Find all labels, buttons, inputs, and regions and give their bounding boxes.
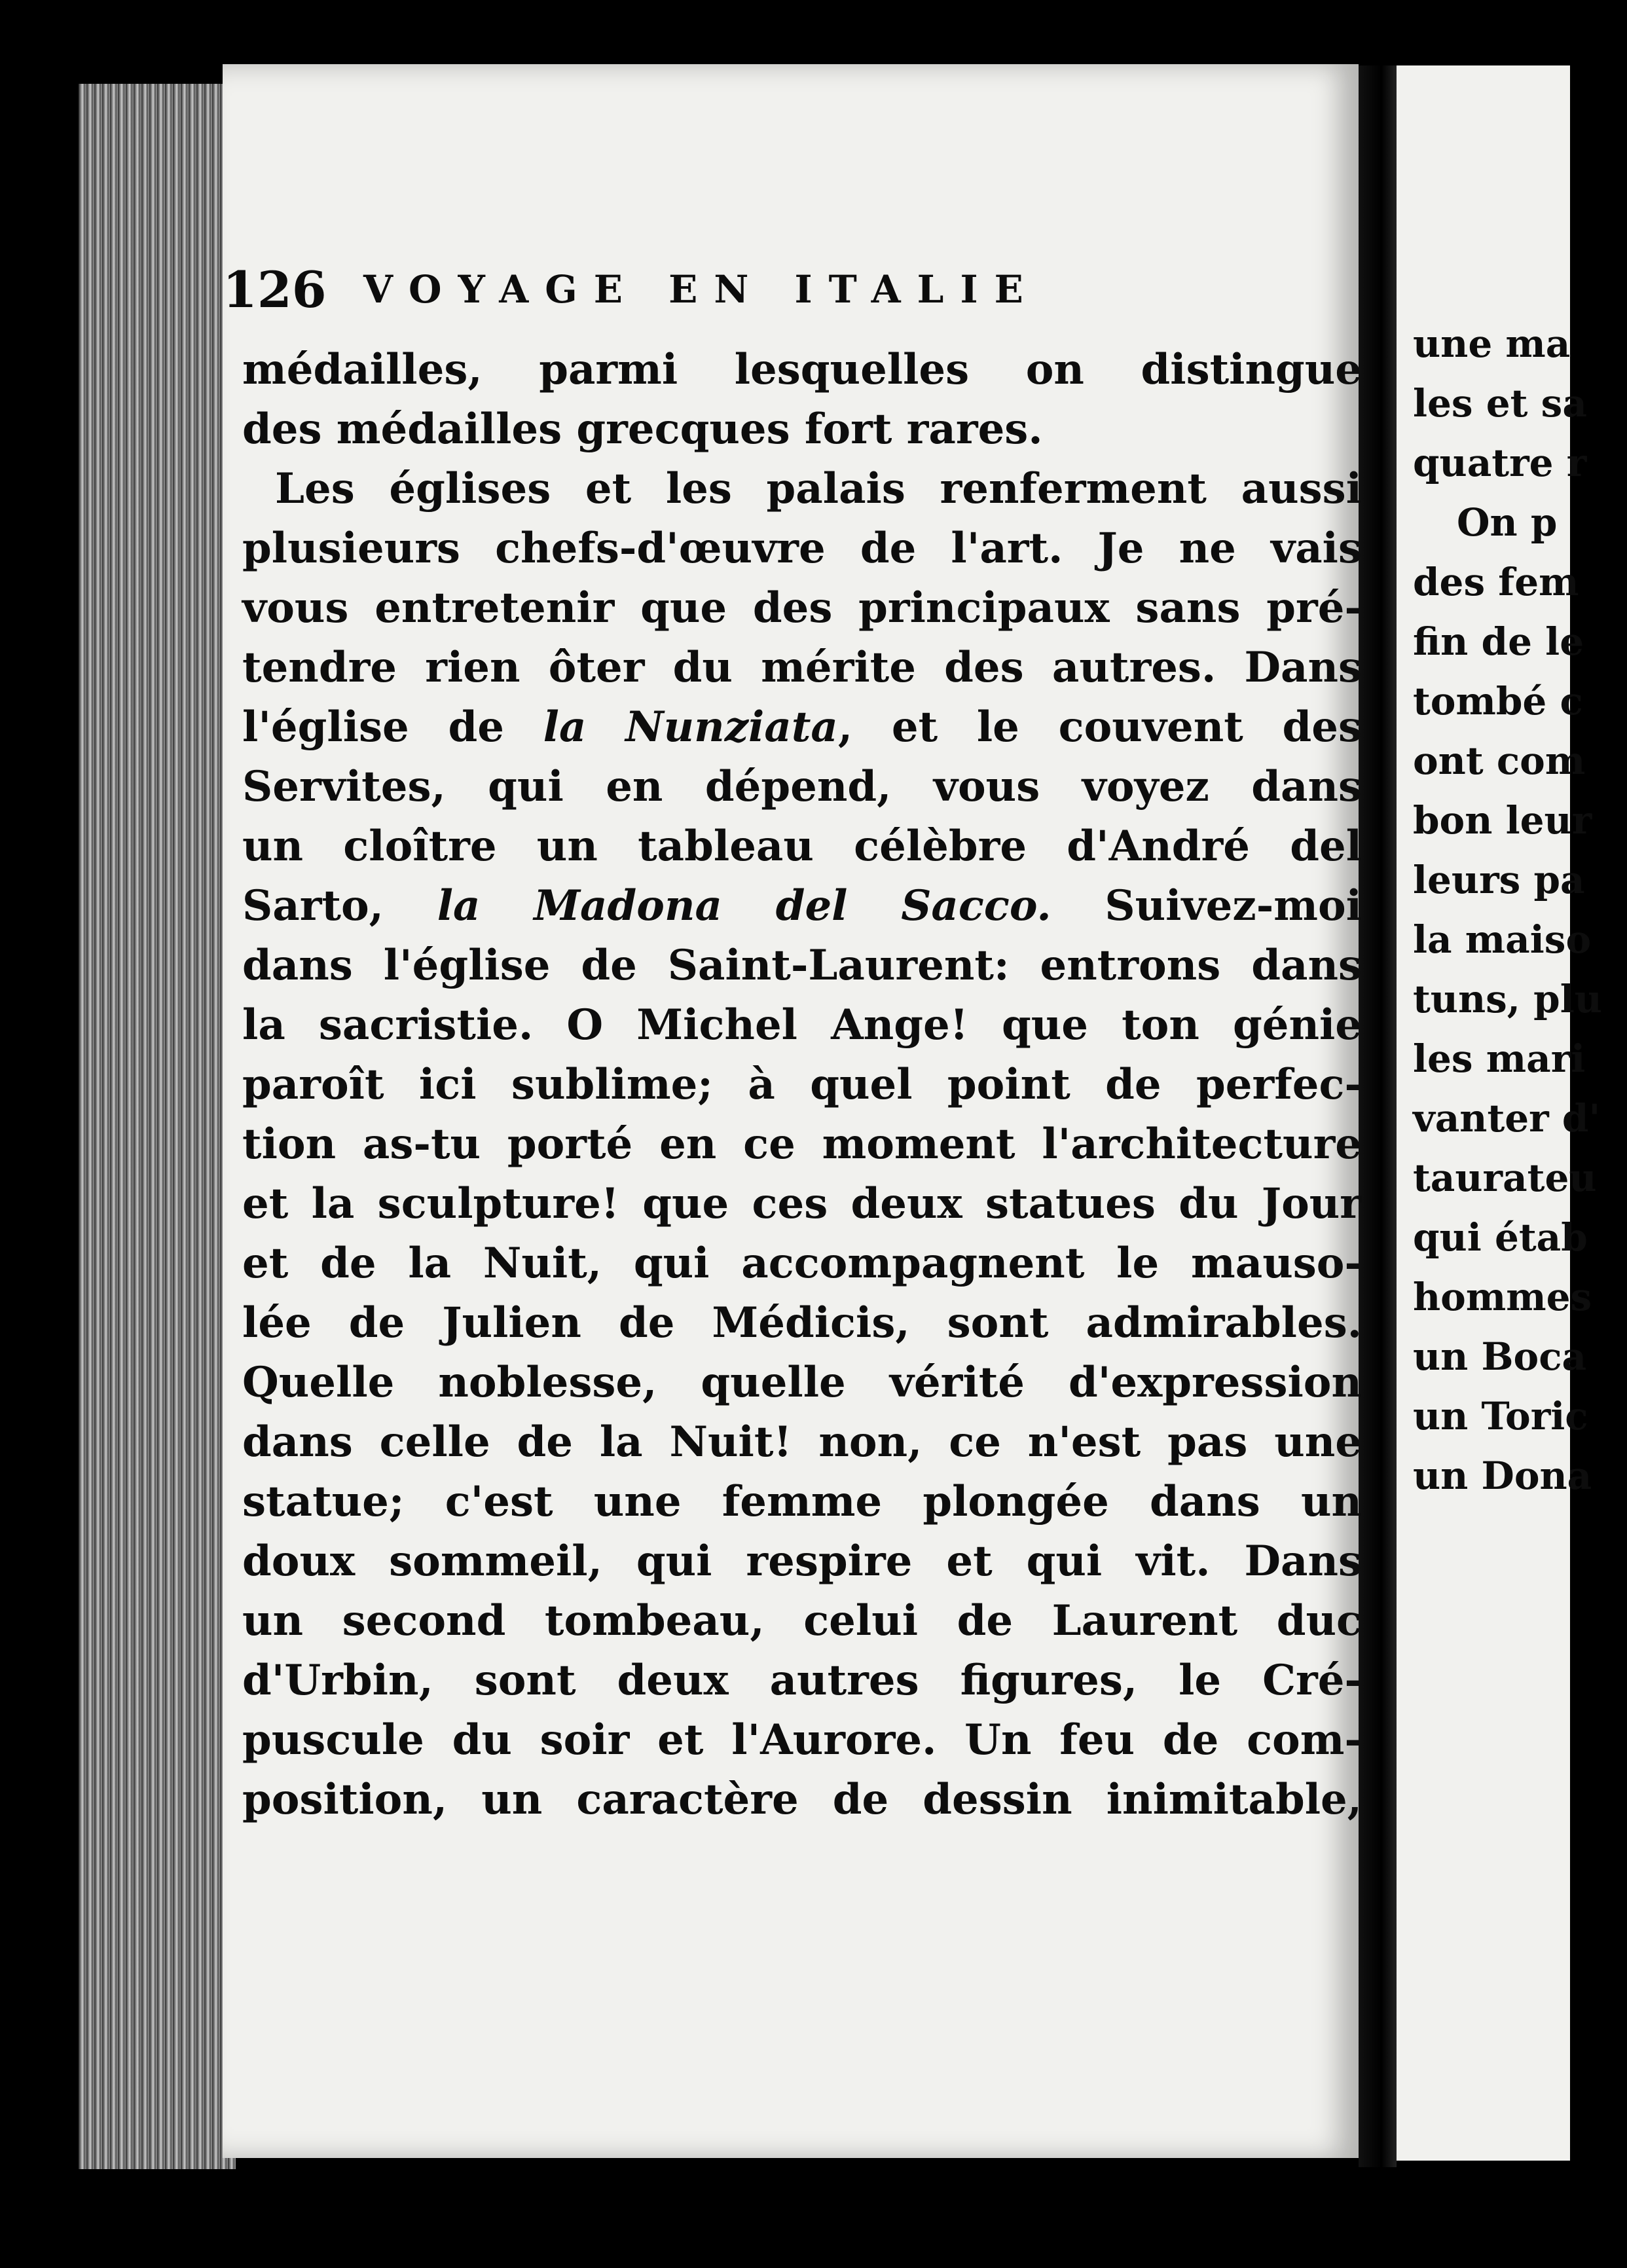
text-line: d'Urbin, sont deux autres figures, le Cré- [242,1656,1362,1705]
right-text-line: les et sa [1413,381,1587,426]
right-text-line: tuns, plu [1413,977,1602,1021]
right-text-line: un Boca [1413,1334,1587,1379]
text-line: position, un caractère de dessin inimitable, [242,1775,1362,1824]
text-line: paroît ici sublime; à quel point de perfec- [242,1060,1362,1109]
text-line: et la sculpture! que ces deux statues du Jour [242,1179,1362,1228]
right-text-line: On p [1457,500,1558,545]
right-text-line: tombé c [1413,679,1583,723]
text-line: et de la Nuit, qui accompagnent le mauso- [242,1239,1362,1288]
page-number: 126 [223,261,327,319]
book-gutter [1359,65,1397,2167]
right-text-line: taurateu [1413,1156,1597,1200]
right-text-line: leurs pa [1413,858,1585,902]
text-line: puscule du soir et l'Aurore. Un feu de com- [242,1715,1362,1765]
text-line: doux sommeil, qui respire et qui vit. Dans [242,1537,1362,1586]
right-text-line: une ma [1413,321,1571,366]
book-page-edges [79,84,236,2169]
text-line: l'église de la Nunziata, et le couvent des [242,703,1362,752]
running-title: VOYAGE EN ITALIE [363,267,1040,312]
right-text-line: la maiso [1413,917,1592,962]
text-line: Quelle noblesse, quelle vérité d'expression [242,1358,1362,1407]
right-text-line: bon leur [1413,798,1592,843]
right-text-line: un Toric [1413,1394,1588,1438]
text-line: un cloître un tableau célèbre d'André del [242,822,1362,871]
right-text-line: un Dona [1413,1454,1592,1498]
text-line: des médailles grecques fort rares. [242,405,1043,454]
right-text-line: les mari [1413,1036,1586,1081]
text-line: tion as-tu porté en ce moment l'architecture [242,1120,1362,1169]
text-line: statue; c'est une femme plongée dans un [242,1477,1362,1526]
text-line: médailles, parmi lesquelles on distingue [242,345,1362,394]
right-text-line: qui étab [1413,1215,1588,1260]
text-line: un second tombeau, celui de Laurent duc [242,1596,1362,1645]
text-line: Servites, qui en dépend, vous voyez dans [242,762,1362,811]
right-text-line: vanter d' [1413,1096,1601,1141]
right-text-line: fin de le [1413,619,1584,664]
text-line: lée de Julien de Médicis, sont admirables. [242,1298,1362,1347]
text-line: Les églises et les palais renferment aussi [275,464,1362,513]
right-text-line: ont com [1413,739,1586,783]
text-line: vous entretenir que des principaux sans pré- [242,583,1362,632]
text-line: plusieurs chefs-d'œuvre de l'art. Je ne vais [242,524,1362,573]
text-line: Sarto, la Madona del Sacco. Suivez-moi [242,881,1362,930]
right-text-line: des fem [1413,560,1579,604]
right-text-line: quatre r [1413,441,1587,485]
right-text-line: hommes [1413,1275,1592,1319]
text-line: dans celle de la Nuit! non, ce n'est pas une [242,1418,1362,1467]
text-line: tendre rien ôter du mérite des autres. Dans [242,643,1362,692]
text-line: la sacristie. O Michel Ange! que ton génie [242,1000,1362,1050]
text-line: dans l'église de Saint-Laurent: entrons dans [242,941,1362,990]
